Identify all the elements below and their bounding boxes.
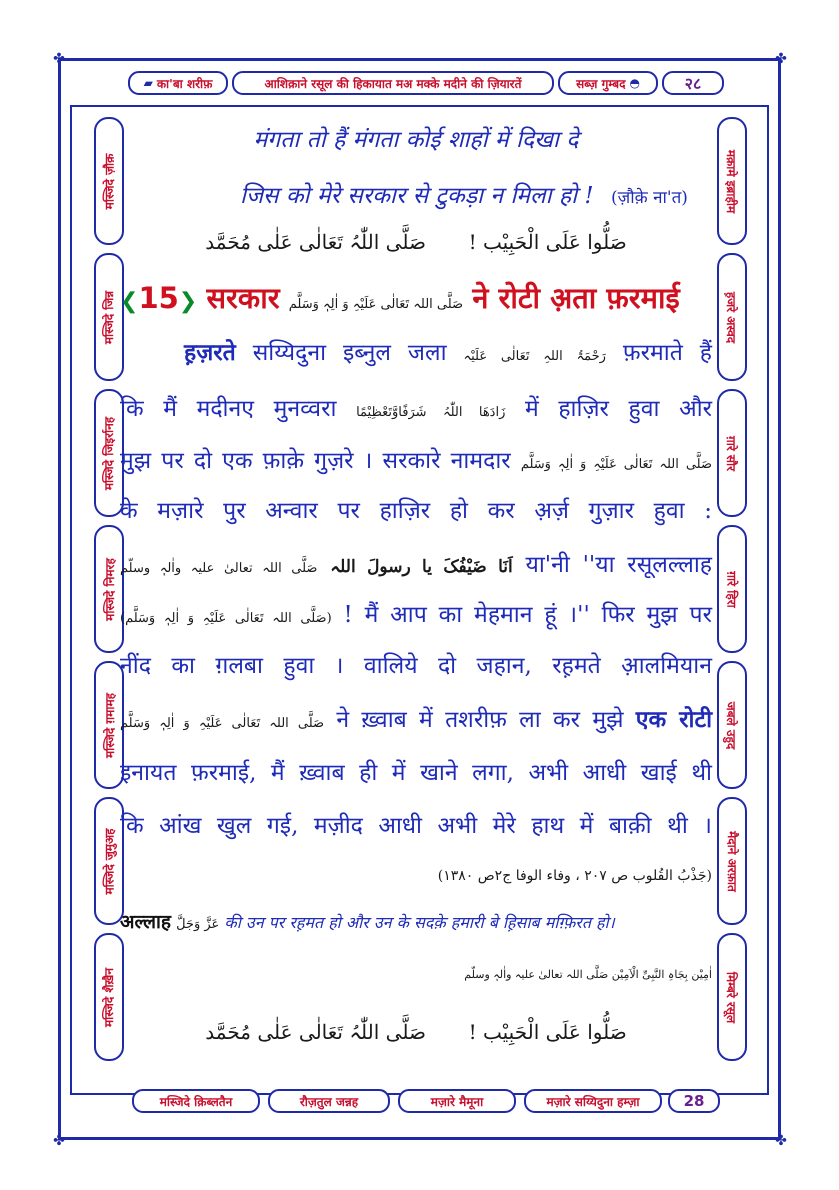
right-side-label: मैदाने अरफ़ात bbox=[717, 797, 747, 925]
heading-bracket-left-icon: ❮ bbox=[120, 289, 139, 314]
ameen-line: اٰمِیْن بِجَاہِ النَّبِیِّ الْاَمِیْن صَلَّی اللہ تعالیٰ علیہ واٰلہٖ وسلّم bbox=[464, 968, 712, 981]
corner-ornament-icon: ✤ bbox=[53, 1133, 65, 1149]
dome-icon: ◓ bbox=[629, 76, 640, 90]
left-side-label: मस्जिदे जुमुअह bbox=[94, 797, 124, 925]
body-line-6: (صَلَّی اللہ تَعَالٰی عَلَیْہِ وَ اٰلِہٖ وَسَلَّم) ! मैं आप का मेहमान हूं ।'' फिर मुझ पर bbox=[120, 602, 713, 628]
salawat-line-bottom: صَلَّی اللّٰہُ تَعَالٰی عَلٰی مُحَمَّد صَلُّوا عَلَی الْحَبِیْب ! bbox=[205, 1020, 627, 1044]
heading-bracket-right-icon: ❯ bbox=[178, 289, 198, 314]
body-line-8: صَلَّی اللہ تَعَالٰی عَلَیْہِ وَ اٰلِہٖ وَسَلَّم ने ख़्वाब में तशरीफ़ ला कर मुझे एक रोटी bbox=[120, 706, 713, 733]
footer-label: मस्जिदे क़िब्लतैन bbox=[132, 1089, 260, 1113]
right-side-label: ह़जरे अस्वद bbox=[717, 253, 747, 381]
left-side-label: मस्जिदे जिन्न bbox=[94, 253, 124, 381]
corner-ornament-icon: ✤ bbox=[775, 51, 787, 67]
left-side-label: मस्जिदे निमरह bbox=[94, 525, 124, 653]
poem-line-1: मंगता तो हैं मंगता कोई शाहों में दिखा दे bbox=[253, 127, 579, 153]
body-line-4: के मज़ारे पुर अन्वार पर हाज़िर हो कर अ़र्ज़ गुज़ार हुवा : bbox=[120, 498, 712, 524]
body-line-9: इनायत फ़रमाई, मैं ख़्वाब ही में खाने लगा, अभी आधी खाई थी bbox=[120, 760, 712, 786]
poem-line-2: जिस को मेरे सरकार से टुकड़ा न मिला हो ! (ज़ौक़े ना'त) bbox=[240, 183, 688, 209]
header-book-title: आशिक़ाने रसूल की हिकायात मअ मक्के मदीने की ज़ियारतें bbox=[232, 71, 554, 95]
footer-label: मज़ारे मैमूना bbox=[398, 1089, 516, 1113]
allah-word: अल्लाह bbox=[120, 911, 171, 933]
footer-label: मज़ारे सय्यिदुना हम्ज़ा bbox=[524, 1089, 662, 1113]
heading-number: 15 bbox=[138, 281, 179, 315]
corner-ornament-icon: ✤ bbox=[775, 1133, 787, 1149]
left-side-label: मस्जिदे शैख़ैन bbox=[94, 933, 124, 1061]
heading-arabic: صَلَّی اللہ تَعَالٰی عَلَیْہِ وَ اٰلِہٖ وَسَلَّم bbox=[288, 297, 464, 312]
body-line-10: कि आंख खुल गई, मज़ीद आधी अभी मेरे हाथ में बाक़ी थी । bbox=[120, 813, 712, 839]
footer-page-number: 28 bbox=[668, 1089, 720, 1113]
body-line-5: صَلَّی اللہ تعالیٰ علیہ واٰلہٖ وسلّم اَنَا ضَیْفُکَ یا رسولَ اللہ या'नी ''या रसूलल्लाह bbox=[120, 552, 712, 578]
poem-attribution: (ज़ौक़े ना'त) bbox=[610, 188, 688, 208]
right-side-label: जबले उहुद bbox=[717, 661, 747, 789]
header-kaaba-label: ▰ का'बा शरीफ़ bbox=[128, 71, 228, 95]
right-side-label: मिम्बरे रसूल bbox=[717, 933, 747, 1061]
left-side-label: मस्जिदे जिइर्रानह bbox=[94, 389, 124, 517]
left-side-label: मस्जिदे ज़ौक़ bbox=[94, 117, 124, 245]
heading-title: ने रोटी अ़ता फ़रमाई bbox=[472, 281, 680, 315]
header-page-number: २८ bbox=[662, 71, 724, 95]
footer-label: रौज़तुल जन्नह bbox=[268, 1089, 390, 1113]
body-line-1: ह़ज़रते सय्यिदुना इब्नुल जला رَحْمَۃُ اللہِ تَعَالٰی عَلَیْہ फ़रमाते हैं bbox=[184, 339, 712, 366]
heading-word-sarkar: सरकार bbox=[206, 281, 280, 315]
story-heading bbox=[120, 278, 712, 325]
header-gumbad-label: सब्ज़ गुम्बद ◓ bbox=[558, 71, 658, 95]
kaaba-icon: ▰ bbox=[143, 76, 153, 90]
right-side-label: ग़ारे हिरा bbox=[717, 525, 747, 653]
salawat-line: صَلَّی اللّٰہُ تَعَالٰی عَلٰی مُحَمَّد صَلُّوا عَلَی الْحَبِیْب ! bbox=[205, 230, 627, 254]
body-line-7: नींद का ग़लबा हुवा । वालिये दो जहान, रह़मते आ़लमियान bbox=[120, 653, 712, 679]
body-line-2: कि मैं मदीनए मुनव्वरा زَادَھَا اللّٰہُ شَرَفًاوَّتَعْظِیْمًا में हाज़िर हुवा और bbox=[120, 396, 713, 422]
right-side-label: मक़ामे इब्राहीम bbox=[717, 117, 747, 245]
corner-ornament-icon: ✤ bbox=[53, 51, 65, 67]
body-line-3: मुझ पर दो एक फ़ाक़े गुज़रे । सरकारे नामदार صَلَّی اللہ تَعَالٰی عَلَیْہِ وَ اٰلِہٖ وَسَلَّم bbox=[120, 448, 712, 474]
right-side-label: ग़ारे सौर bbox=[717, 389, 747, 517]
dua-line: अल्लाह عَزَّ وَجَلَّ की उन पर रह़मत हो और उन के सदक़े हमारी बे ह़िसाब मग़्फ़िरत हो। bbox=[120, 911, 615, 933]
left-side-label: मस्जिदे ग़मामह bbox=[94, 661, 124, 789]
reference-line: (جَذْبُ القُلوب ص ۲۰۷ ، وفاء الوفا ج۲ص ۱۳۸۰) bbox=[437, 868, 712, 884]
